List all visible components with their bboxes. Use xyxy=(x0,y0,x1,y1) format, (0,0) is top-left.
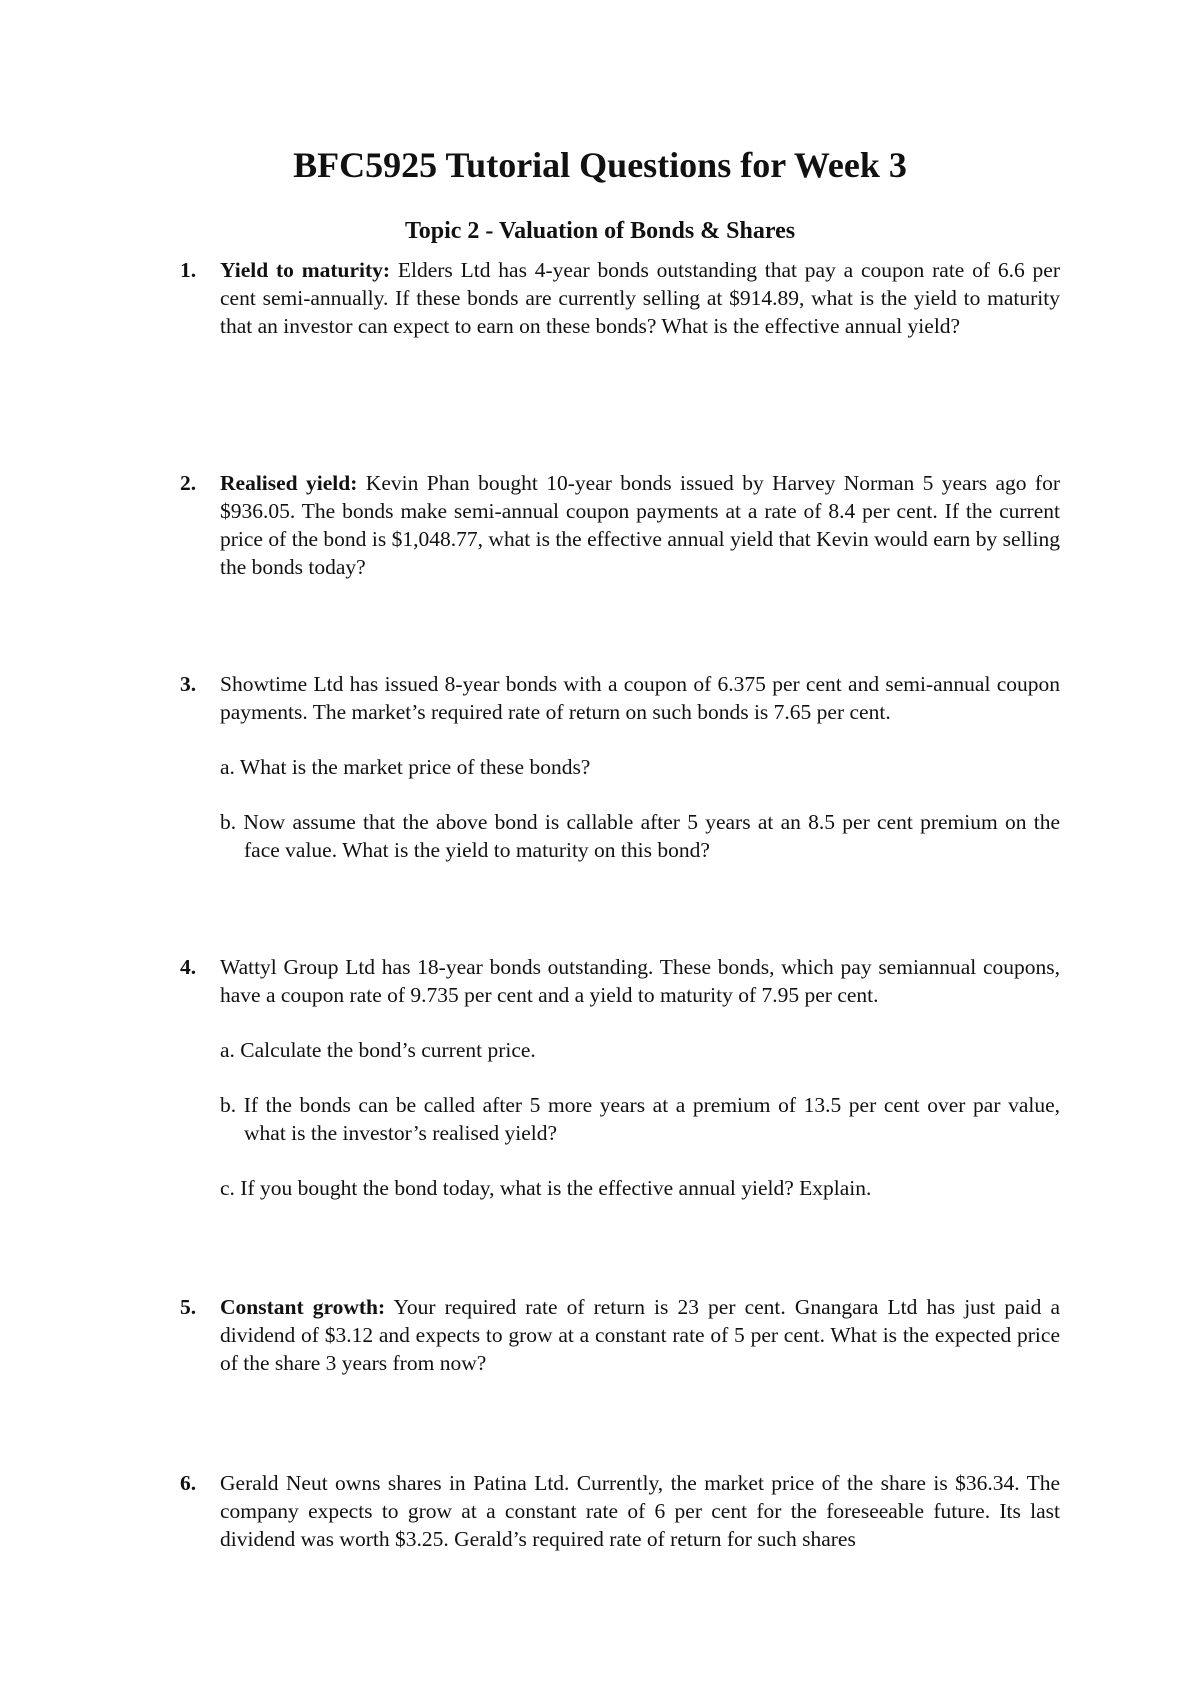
question-body: Showtime Ltd has issued 8-year bonds with a coupon of 6.375 per cent and semi-annual coupon payments. The market’s required rate of return on such bonds is 7.65 per cent. xyxy=(220,672,1060,724)
question-lead: Constant growth: xyxy=(220,1295,386,1319)
question-number: 1. xyxy=(180,258,197,282)
page-subtitle: Topic 2 - Valuation of Bonds & Shares xyxy=(404,218,796,244)
question-text xyxy=(220,469,1060,581)
question-2 xyxy=(180,469,1060,581)
page-title: BFC5925 Tutorial Questions for Week 3 xyxy=(293,145,907,185)
question-text xyxy=(220,1293,1060,1377)
question-4 xyxy=(180,953,1060,1202)
question-body: Elders Ltd has 4-year bonds outstanding that pay a coupon rate of 6.6 per cent semi-annually. If these bonds are currently selling at $914.89, what is the yield to maturity that an investor can expect to earn on these bonds? What is the effective annual yield? xyxy=(220,258,1060,338)
question-lead: Yield to maturity: xyxy=(220,258,391,282)
question-5 xyxy=(180,1293,1060,1377)
question-part-a: a. What is the market price of these bonds? xyxy=(220,755,591,779)
question-body: Your required rate of return is 23 per cent. Gnangara Ltd has just paid a dividend of $3.12 and expects to grow at a constant rate of 5 per cent. What is the expected price of the share 3 years from now? xyxy=(220,1295,1060,1375)
question-text xyxy=(220,256,1060,340)
question-number: 5. xyxy=(180,1295,197,1319)
question-body: Kevin Phan bought 10-year bonds issued by Harvey Norman 5 years ago for $936.05. The bonds make semi-annual coupon payments at a rate of 8.4 per cent. If the current price of the bond is $1,048.77, what is the effective annual yield that Kevin would earn by selling the bonds today? xyxy=(220,471,1060,579)
question-3 xyxy=(180,670,1060,864)
question-part-b: b. Now assume that the above bond is callable after 5 years at an 8.5 per cent premium on the face value. What is the yield to maturity on this bond? xyxy=(220,810,1060,862)
question-part-c: c. If you bought the bond today, what is the effective annual yield? Explain. xyxy=(220,1176,872,1200)
question-part-b: b. If the bonds can be called after 5 more years at a premium of 13.5 per cent over par value, what is the investor’s realised yield? xyxy=(220,1093,1060,1145)
question-number: 2. xyxy=(180,471,197,495)
question-number: 3. xyxy=(180,672,197,696)
question-6 xyxy=(180,1469,1060,1553)
question-lead: Realised yield: xyxy=(220,471,358,495)
question-1 xyxy=(180,256,1060,340)
question-body: Wattyl Group Ltd has 18-year bonds outstanding. These bonds, which pay semiannual coupons, have a coupon rate of 9.735 per cent and a yield to maturity of 7.95 per cent. xyxy=(220,955,1060,1007)
question-number: 6. xyxy=(180,1471,197,1495)
question-body: Gerald Neut owns shares in Patina Ltd. Currently, the market price of the share is $36.34. The company expects to grow at a constant rate of 6 per cent for the foreseeable future. Its last dividend was worth $3.25. Gerald’s required rate of return for such shares xyxy=(220,1471,1060,1551)
question-part-a: a. Calculate the bond’s current price. xyxy=(220,1038,536,1062)
question-number: 4. xyxy=(180,955,197,979)
